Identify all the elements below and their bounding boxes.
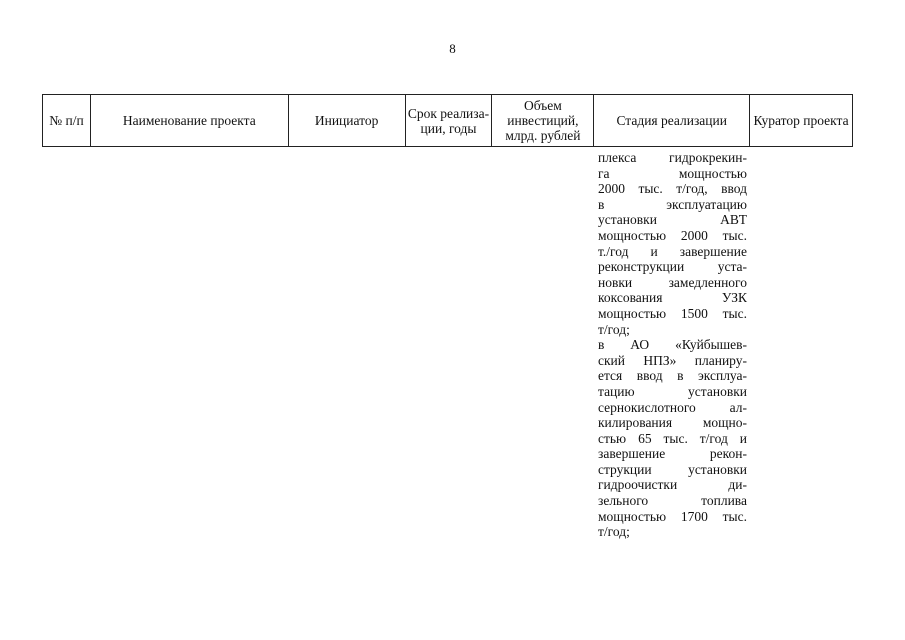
stage-line: зельного топлива xyxy=(598,493,747,509)
stage-line: тацию установки xyxy=(598,383,747,399)
header-stage: Стадия реализации xyxy=(594,95,750,146)
stage-line: ский НПЗ» планиру- xyxy=(598,352,747,368)
stage-line: установки АВТ xyxy=(598,212,747,228)
header-timeline: Срок реализа-ции, годы xyxy=(406,95,493,146)
stage-line: реконструкции уста- xyxy=(598,259,747,275)
stage-line: стью 65 тыс. т/год и xyxy=(598,430,747,446)
stage-line: ется ввод в эксплуа- xyxy=(598,368,747,384)
stage-line: завершение рекон- xyxy=(598,446,747,462)
stage-line: т/год; xyxy=(598,321,630,337)
stage-line: струкции установки xyxy=(598,461,747,477)
stage-line: плекса гидрокрекин- xyxy=(598,150,747,165)
table-header-row xyxy=(42,94,853,147)
header-project-name: Наименование проекта xyxy=(91,95,289,146)
header-initiator: Инициатор xyxy=(289,95,406,146)
stage-line: мощностью 2000 тыс. xyxy=(598,227,747,243)
stage-line: 2000 тыс. т/год, ввод xyxy=(598,181,747,197)
header-investment: Объем инвестиций, млрд. рублей xyxy=(492,95,594,146)
stage-line: сернокислотного ал- xyxy=(598,399,747,415)
stage-line: мощностью 1500 тыс. xyxy=(598,305,747,321)
stage-line: килирования мощно- xyxy=(598,415,747,431)
stage-cell-text xyxy=(598,150,747,540)
stage-line: новки замедленного xyxy=(598,274,747,290)
stage-line: коксования УЗК xyxy=(598,290,747,306)
page-number: 8 xyxy=(449,41,456,56)
stage-line: т./год и завершение xyxy=(598,243,747,259)
stage-line: га мощностью xyxy=(598,165,747,181)
stage-line: в АО «Куйбышев- xyxy=(598,337,747,353)
stage-line: гидроочистки ди- xyxy=(598,477,747,493)
stage-line: в эксплуатацию xyxy=(598,196,747,212)
header-number: № п/п xyxy=(43,95,91,146)
header-curator: Куратор проекта xyxy=(750,95,853,146)
stage-line: т/год; xyxy=(598,524,630,540)
stage-line: мощностью 1700 тыс. xyxy=(598,508,747,524)
